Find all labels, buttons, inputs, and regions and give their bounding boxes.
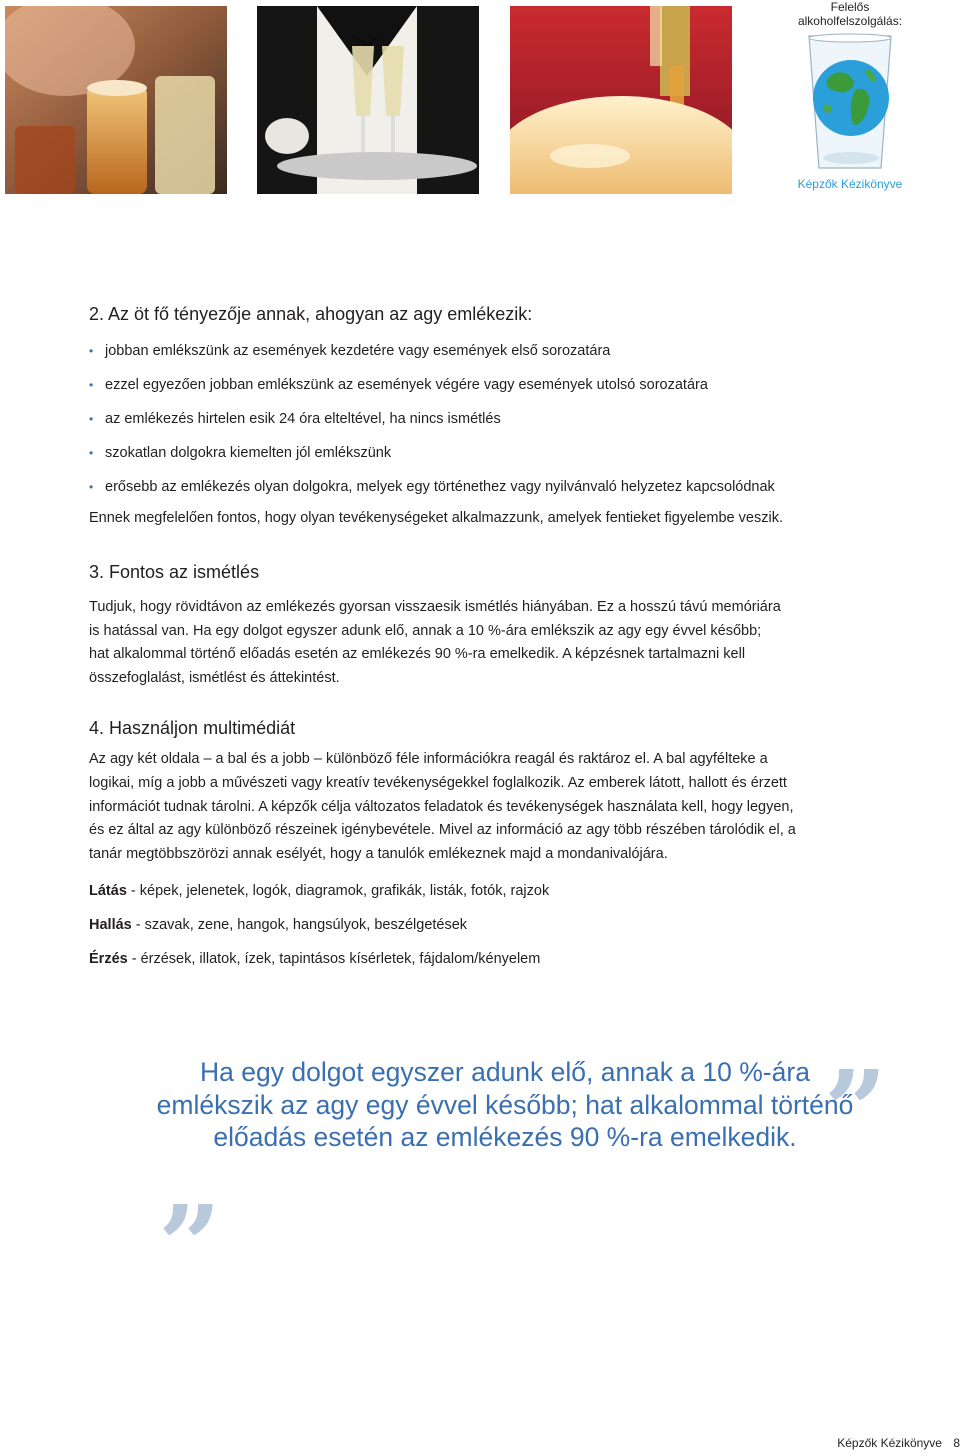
bullet-icon: •	[89, 412, 94, 426]
section3-line: hat alkalommal történő előadás esetén az emlékezés 90 %-ra emelkedik. A képzésnek tartalmazni kell	[89, 646, 746, 663]
section2-closing: Ennek megfelelően fontos, hogy olyan tevékenységeket alkalmazzunk, amelyek fentieket figyelembe veszik.	[89, 510, 783, 526]
section4-line: tanár megtöbbszörözi annak esélyét, hogy a tanulók emlékeznek majd a mondanivalójára.	[89, 846, 668, 863]
pull-quote-line: Ha egy dolgot egyszer adunk elő, annak a 10 %-ára	[200, 1057, 810, 1087]
pull-quote-line: előadás esetén az emlékezés 90 %-ra emelkedik.	[213, 1122, 797, 1152]
list-item	[89, 470, 899, 504]
section4-line: Az agy két oldala – a bal és a jobb – különböző féle információkra reagál és raktároz el. A bal agyfélteke a	[89, 750, 768, 767]
list-item	[89, 334, 899, 368]
sense-text: - érzések, illatok, ízek, tapintásos kísérletek, fájdalom/kényelem	[127, 950, 541, 967]
sense-row-latas	[89, 880, 899, 903]
bullet-icon: •	[89, 480, 94, 494]
section4-heading: 4. Használjon multimédiát	[89, 717, 296, 738]
sense-label: Érzés	[89, 950, 128, 967]
section3-heading: 3. Fontos az ismétlés	[89, 561, 260, 582]
pull-quote-line: emlékszik az agy egy évvel később; hat alkalommal történő	[156, 1089, 854, 1120]
sense-text: - képek, jelenetek, logók, diagramok, grafikák, listák, fotók, rajzok	[126, 882, 550, 899]
section3-paragraph	[89, 596, 899, 691]
bullet-icon: •	[89, 446, 94, 460]
bullet-text: szokatlan dolgokra kiemelten jól emlékszünk	[105, 445, 392, 461]
open-quote-mark-icon: „	[160, 1118, 224, 1247]
section2-heading: 2. Az öt fő tényezője annak, ahogyan az agy emlékezik:	[89, 304, 533, 324]
section4-paragraph	[89, 748, 899, 867]
sense-row-hallas	[89, 914, 899, 937]
page-footer	[837, 1436, 960, 1450]
beer-glass-photo	[5, 6, 227, 194]
bullet-text: az emlékezés hirtelen esik 24 óra elteltével, ha nincs ismétlés	[105, 411, 501, 427]
sense-text: - szavak, zene, hangok, hangsúlyok, beszélgetések	[131, 916, 468, 933]
beer-pour-photo	[510, 6, 732, 194]
list-item	[89, 368, 899, 402]
section3-line: is hatással van. Ha egy dolgot egyszer adunk elő, annak a 10 %-ára emlékszik az agy egy évvel később;	[89, 622, 762, 639]
footer-title: Képzők Kézikönyve	[837, 1436, 942, 1450]
sense-row-erzes	[89, 948, 899, 971]
section4-line: logikai, míg a jobb a művészeti vagy kreatív tevékenységekkel foglalkozik. Az emberek látott, hallott és érzett	[89, 774, 787, 791]
champagne-waiter-photo	[257, 6, 479, 194]
section4-line: és ez által az agy különböző részeinek igénybevétele. Mivel az információ az agy több részében tárolódik el, a	[89, 822, 796, 839]
bullet-text: ezzel egyezően jobban emlékszünk az események végére vagy események utolsó sorozatára	[105, 377, 708, 393]
section2-bullet-list	[89, 334, 899, 504]
globe-glass-icon	[805, 32, 895, 172]
section3-line: Tudjuk, hogy rövidtávon az emlékezés gyorsan visszaesik ismétlés hiányában. Ez a hosszú távú memóriára	[89, 598, 781, 615]
section3-line: összefoglalást, ismétlést és áttekintést.	[89, 670, 340, 687]
badge-caption: Képzők Kézikönyve	[797, 177, 903, 191]
sense-label: Látás	[89, 882, 127, 899]
list-item	[89, 436, 899, 470]
bullet-text: jobban emlékszünk az események kezdetére vagy események első sorozatára	[105, 343, 611, 359]
main-content	[89, 300, 899, 971]
header-badge	[790, 0, 910, 191]
badge-title-line1: Felelős	[830, 0, 870, 14]
sense-label: Hallás	[89, 916, 132, 933]
section4-line: információt tudnak tárolni. A képzők célja változatos feladatok és tevékenységek használata kell, hogy legyen,	[89, 798, 794, 815]
badge-title-line2: alkoholfelszolgálás:	[797, 14, 903, 28]
pull-quote	[110, 1056, 900, 1154]
page-number: 8	[953, 1436, 960, 1450]
bullet-icon: •	[89, 378, 94, 392]
bullet-text: erősebb az emlékezés olyan dolgokra, melyek egy történethez vagy nyilvánvaló helyzetez kapcsolódnak	[105, 479, 775, 495]
bullet-icon: •	[89, 344, 94, 358]
list-item	[89, 402, 899, 436]
close-quote-mark-icon: ”	[824, 1046, 888, 1175]
